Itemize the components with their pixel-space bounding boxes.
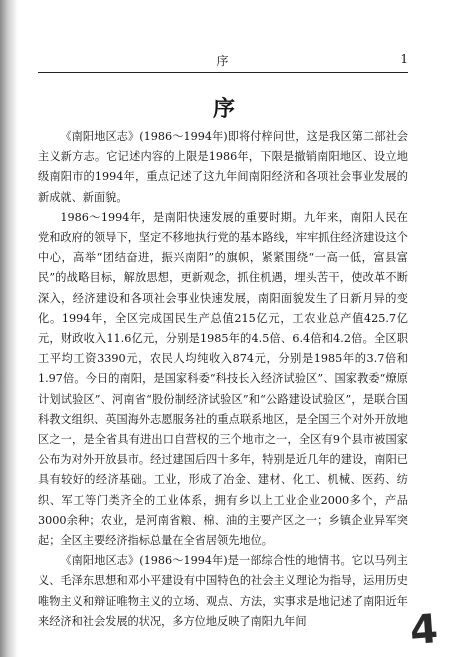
running-title: 序 bbox=[216, 54, 230, 68]
page-header bbox=[38, 52, 408, 72]
paragraph: 《南阳地区志》(1986～1994年)是一部综合性的地情书。它以马列主义、毛泽东思想和邓小平建设有中国特色的社会主义理论为指导，运用历史唯物主义和辩证唯物主义的立场、观点、方法，实事求是地记述了南阳近年来经济和社会发展的状况，多方位地反映了南阳九年间 bbox=[38, 554, 408, 628]
page-title: 序 bbox=[212, 96, 237, 122]
paragraph: 《南阳地区志》(1986～1994年)即将付梓问世，这是我区第二部社会主义新方志。它记述内容的上限是1986年，下限是撤销南阳地区、设立地级南阳市的1994年，重点记述了这九年间南阳经济和各项社会事业发展的新成就、新面貌。 bbox=[38, 130, 408, 204]
body-text bbox=[38, 127, 408, 632]
paragraph: 1986～1994年，是南阳快速发展的重要时期。九年来，南阳人民在党和政府的领导下，坚定不移地执行党的基本路线，牢牢抓住经济建设这个中心，高举“团结奋进，振兴南阳”的旗帜，紧紧围绕“一高一低，富县富民”的战略目标，解放思想，更新观念，抓住机遇，埋头苦干，使改革不断深入，经济建设和各项社会事业快速发展，南阳面貌发生了日新月异的变化。1994年，全区完成国民生产总值215亿元，工农业总产值425.7亿元，财政收入11.6亿元，分别是1985年的4.5倍、6.4倍和4.2倍。全区职工平均工资3390元，农民人均纯收入874元，分别是1985年的3.7倍和1.97倍。今日的南阳，是国家科委“科技长入经济试验区”、国家教委“燎原计划试验区”、河南省“股份制经济试验区”和“公路建设试验区”，是联合国科教文组织、英国海外志愿服务社的重点联系地区，是全国三个对外开放地区之一，是全省具有进出口自营权的三个地市之一，全区有9个县市被国家公布为对外开放县市。经过建国后四十多年，特别是近几年的建设，南阳已具有较好的经济基础。工业，形成了冶金、建材、化工、机械、医药、纺织、军工等门类齐全的工业体系，拥有乡以上工业企业2000多个，产品3000余种；农业，是河南省粮、棉、油的主要产区之一；乡镇企业异军突起；全区主要经济指标总量在全省居领先地位。 bbox=[38, 210, 408, 548]
header-rule bbox=[38, 72, 408, 73]
page-number: 1 bbox=[400, 52, 408, 66]
handwritten-page-mark: 4 bbox=[408, 606, 440, 654]
